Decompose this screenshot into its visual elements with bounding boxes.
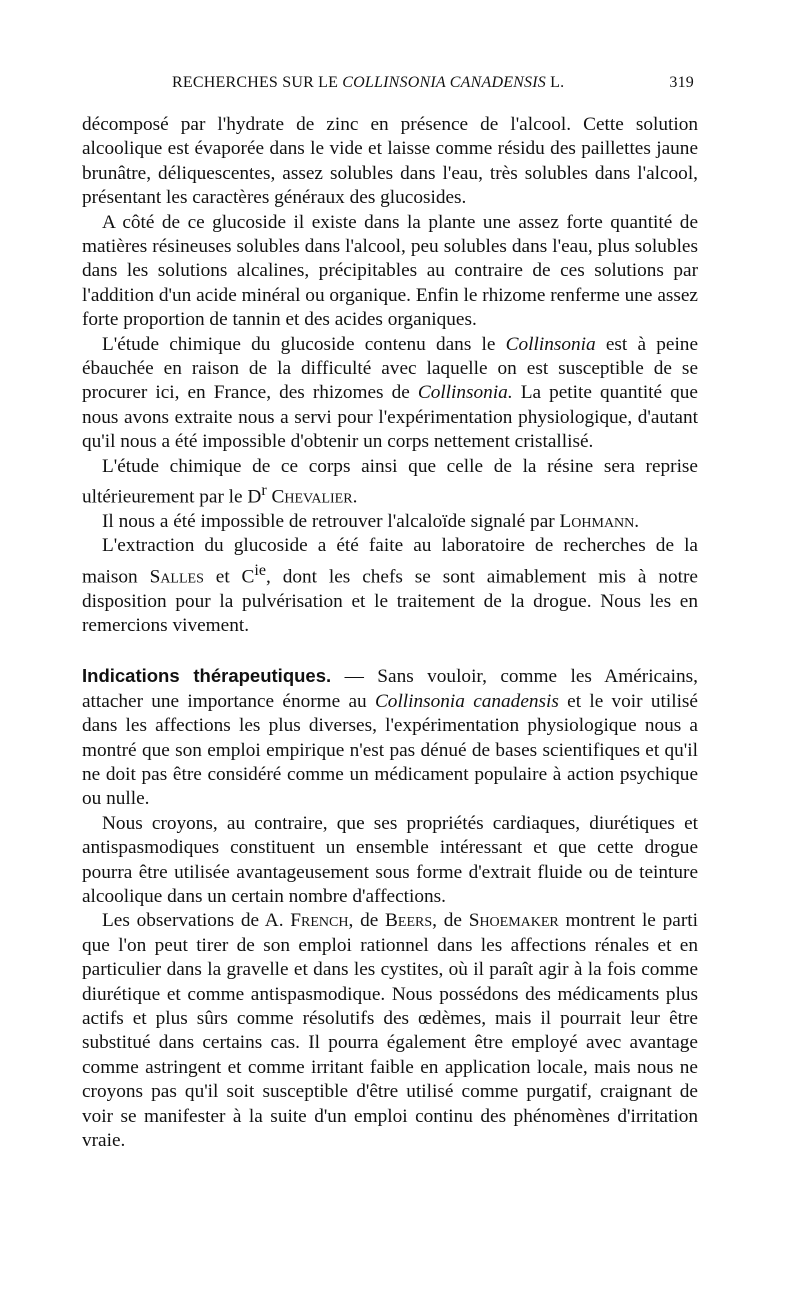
p7-italic-species: Collinsonia canadensis [374, 690, 559, 712]
p3-text-c: est à peine ébauchée en raison de la difficulté avec laquelle on est susceptible de se procurer ici, en France, des rhizomes de [82, 333, 698, 404]
p9-text-b: , de [348, 910, 386, 932]
header-title-italic: COLLINSONIA CANADENSIS [342, 74, 546, 91]
p4-author-name: Chevalier [271, 486, 353, 508]
paragraph-7 [82, 664, 698, 811]
p6-text-a: L'extraction du glucoside a été faite au laboratoire de recherches de la maison [82, 535, 698, 588]
p9-author-french: French [290, 910, 349, 932]
paragraph-1: décomposé par l'hydrate de zinc en présence de l'alcool. Cette solution alcoolique est évaporée dans le vide et laisse comme résidu des paillettes jaune brunâtre, déliquescentes, assez solubles dans l'eau, très solubles dans l'alcool, présentant les caractères généraux des glucosides. [82, 114, 698, 209]
p9-text-d: montrent le parti que l'on peut tirer de son emploi rationnel dans les affections rénales et en particulier dans la gravelle et dans les cystites, où il paraît agir à la fois comme diurétique et comme antispasmodique. Nous possédons des médicaments plus actifs et plus sûrs comme résolutifs des œdèmes, mais il pourrait leur être substitué dans certains cas. Il pourra également être employé avec avantage comme astringent et comme irritant faible en application locale, mais nous ne croyons pas qu'il soit susceptible d'être utilisé comme purgatif, craignant de voir se manifester à la suite d'un emploi continu des phénomènes d'irritation vraie. [82, 910, 698, 1152]
p6-sup: ie [254, 561, 267, 579]
header-title-suffix: L. [545, 74, 565, 91]
paragraph-5 [82, 510, 698, 534]
p3-text-a: L'étude chimique du glucoside contenu dans le [102, 333, 506, 355]
paragraph-9 [82, 909, 698, 1153]
p7-text-b: et le voir utilisé dans les affections les plus diverses, l'expérimentation physiologique nous a montré que son emploi empirique n'est pas dénué de bases scientifiques et qu'il ne doit pas être considéré comme un médicament populaire à action psychique ou nulle. [82, 690, 698, 810]
p9-text-a: Les observations de A. [102, 910, 291, 932]
p4-end: . [352, 486, 358, 508]
p3-italic-collinsonia-2: Collinsonia. [417, 382, 513, 404]
paragraph-6 [82, 534, 698, 638]
p3-italic-collinsonia: Collinsonia [505, 333, 596, 355]
p6-text-b: et C [203, 566, 255, 588]
header-title-prefix: RECHERCHES SUR LE [172, 74, 343, 91]
body-text [82, 113, 698, 1154]
p6-company-name: Salles [149, 566, 204, 588]
paragraph-2: A côté de ce glucoside il existe dans la plante une assez forte quantité de matières résineuses solubles dans l'alcool, peu solubles dans l'eau, plus solubles dans les solutions alcalines, précipitables au contraire de ces solutions par l'addition d'un acide minéral ou organique. Enfin le rhizome renferme une assez forte proportion de tannin et des acides organiques. [82, 211, 698, 331]
p9-author-shoemaker: Shoemaker [468, 910, 559, 932]
section-heading: Indications thérapeutiques. [82, 665, 332, 687]
p4-sup: r [261, 482, 267, 500]
p7-text-a: — Sans vouloir, comme les Américains, attacher une importance énorme au [82, 666, 698, 712]
p9-author-beers: Beers [385, 910, 433, 932]
p9-text-c: , de [432, 910, 469, 932]
page-number: 319 [669, 74, 694, 91]
p6-text-c: , dont les chefs se sont aimablement mis à notre disposition pour la pulvérisation et le traitement de la drogue. Nous les en remercions vivement. [82, 566, 698, 636]
p4-text: L'étude chimique de ce corps ainsi que celle de la résine sera reprise ultérieurement par le D [82, 455, 698, 508]
paragraph-3 [82, 333, 698, 455]
paragraph-8: Nous croyons, au contraire, que ses propriétés cardiaques, diurétiques et antispasmodiques constituent un ensemble intéressant et que cette drogue pourra être utilisée avantageusement sous forme d'extrait fluide ou de teinture alcoolique dans un certain nombre d'affections. [82, 812, 698, 908]
p3-text-e: La petite quantité que nous avons extraite nous a servi pour l'expérimentation physiologique, d'autant qu'il nous a été impossible d'obtenir un corps nettement cristallisé. [82, 382, 698, 453]
header-title [172, 74, 564, 92]
p5-text: Il nous a été impossible de retrouver l'alcaloïde signalé par [102, 510, 560, 532]
p5-author-name: Lohmann [559, 510, 635, 532]
paragraph-4 [82, 455, 698, 510]
p5-end: . [634, 510, 640, 532]
